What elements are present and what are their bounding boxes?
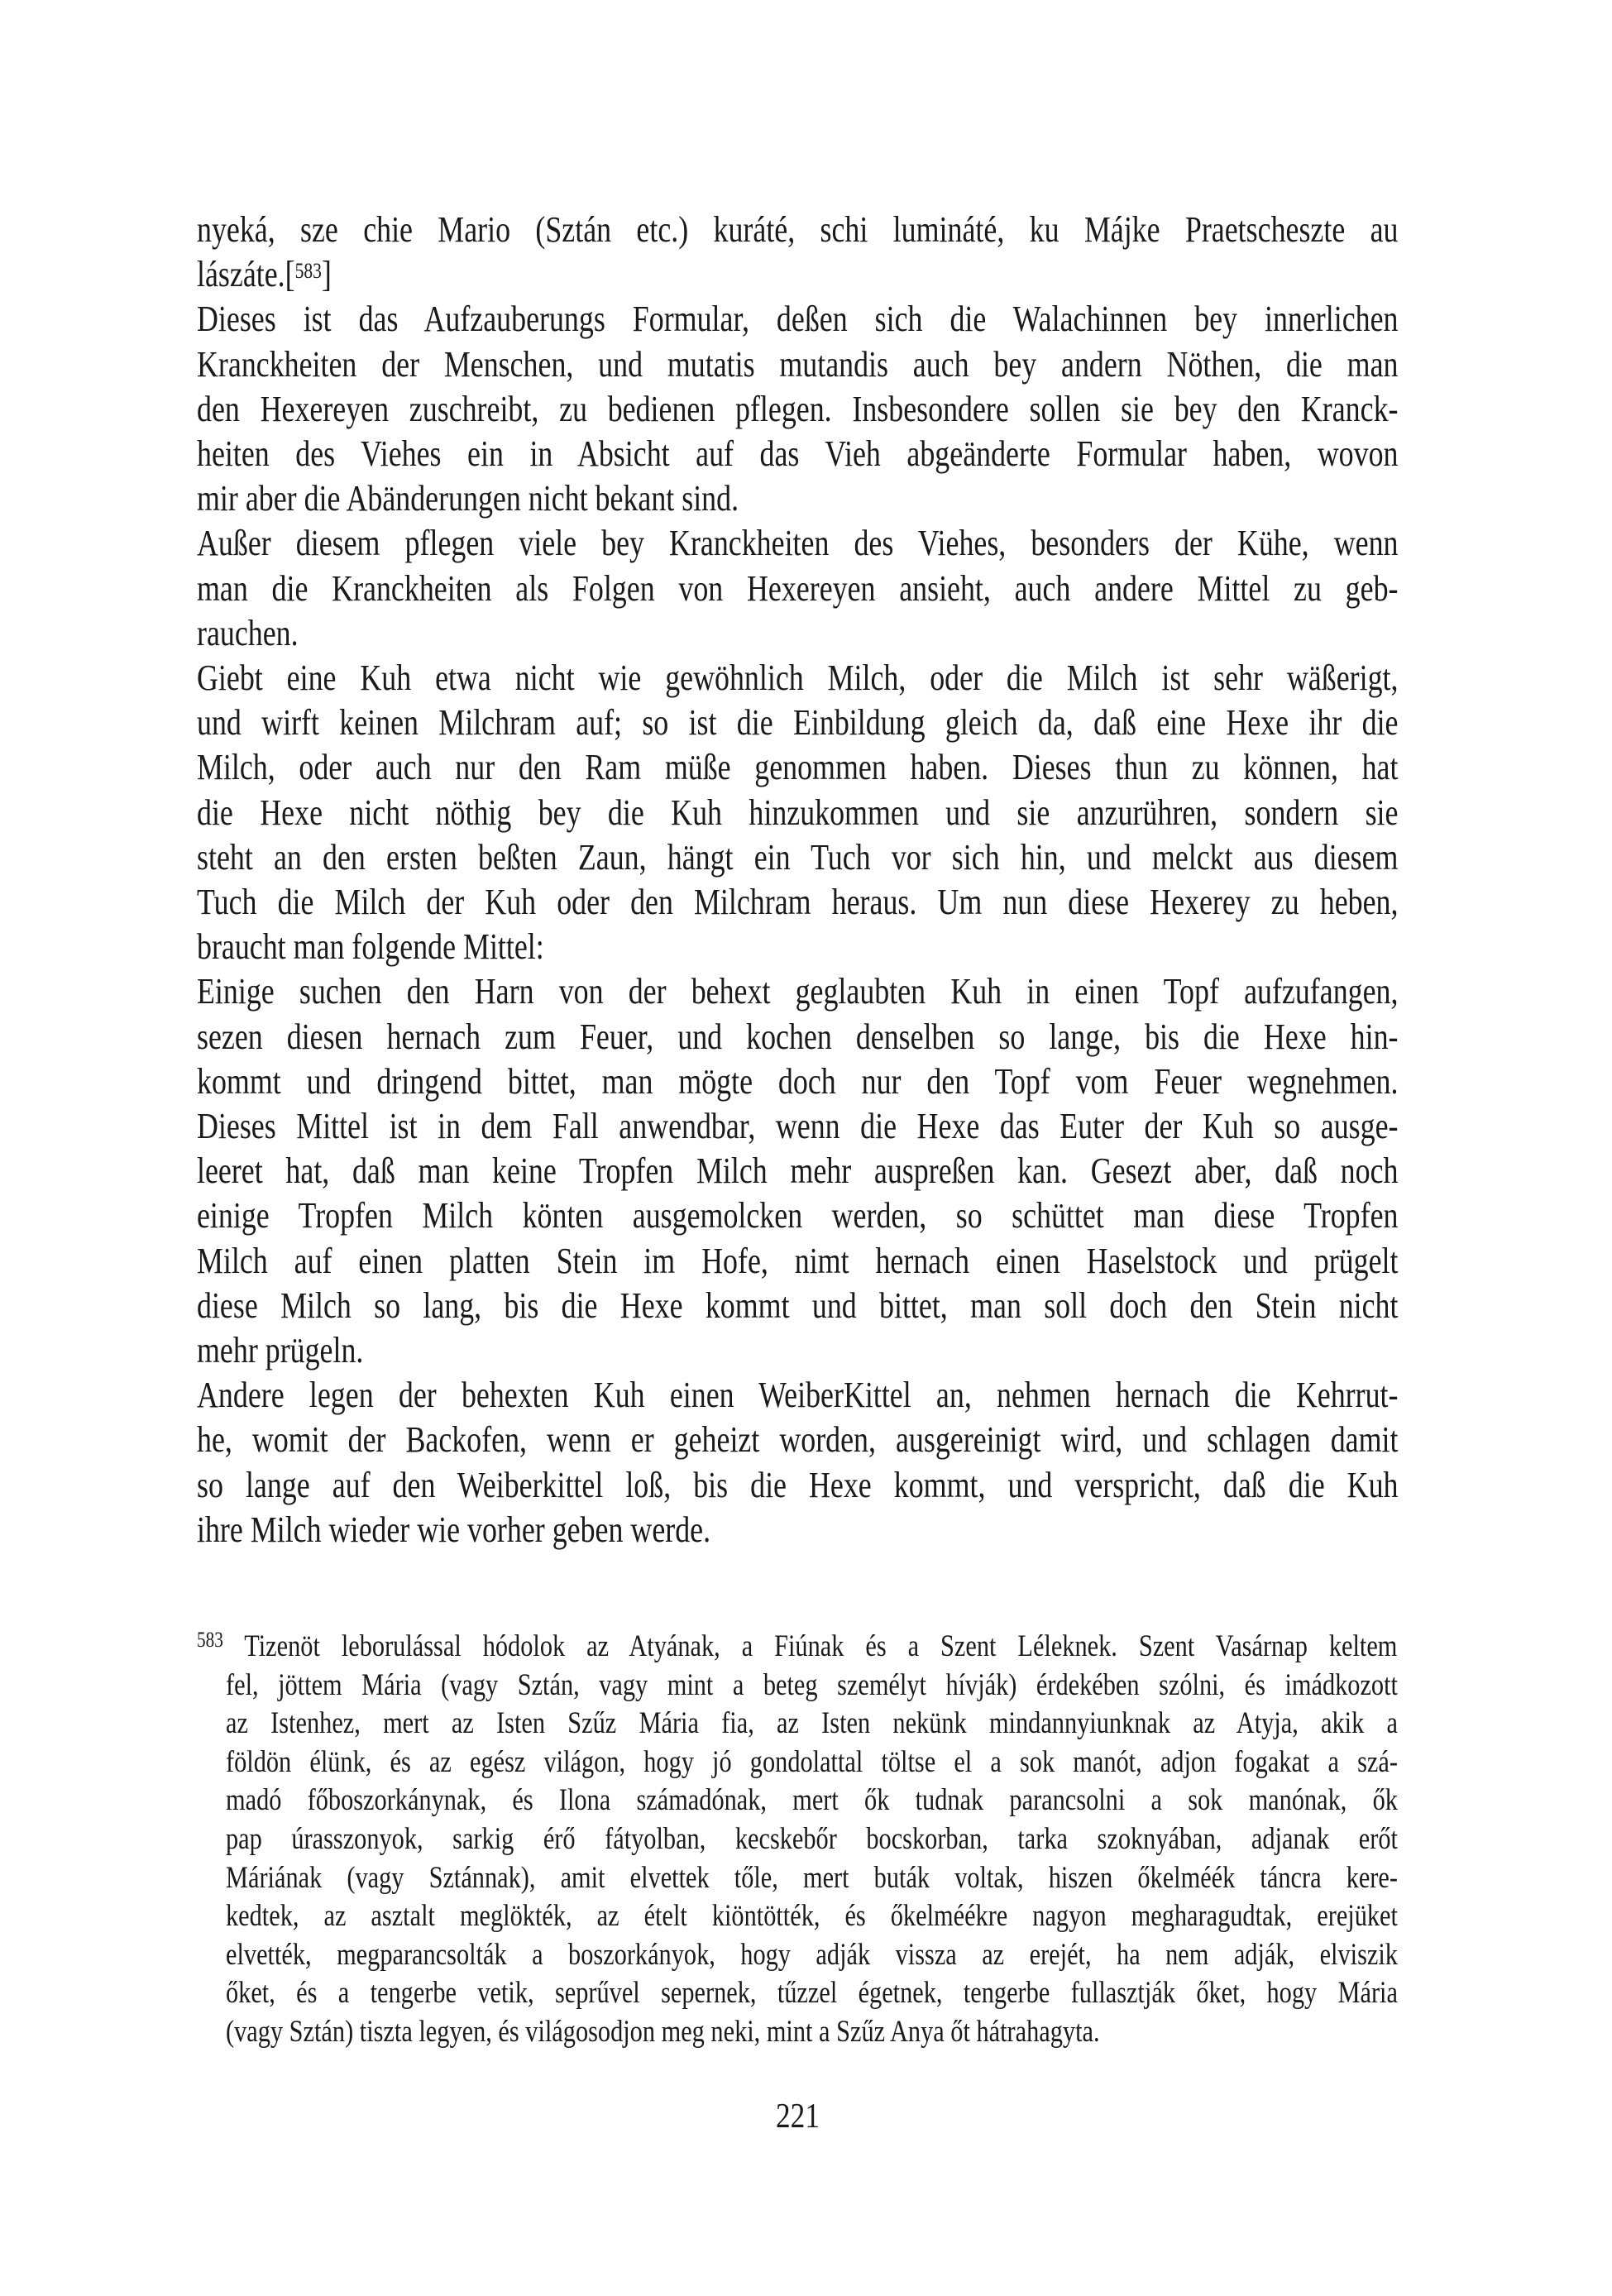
text-line: braucht man folgende Mittel: — [197, 926, 544, 968]
text-line: man die Kranckheiten als Folgen von Hexereyen ansieht, auch andere Mittel zu geb- — [197, 567, 1399, 609]
text-line: Außer diesem pflegen viele bey Kranckheiten des Viehes, besonders der Kühe, wenn — [197, 523, 1399, 564]
text-line: kommt und dringend bittet, man mögte doch nur den Topf vom Feuer wegnehmen. — [197, 1060, 1399, 1102]
paragraph — [197, 208, 1398, 297]
paragraph — [197, 297, 1398, 521]
paragraph — [197, 1373, 1398, 1552]
footnote-line: az Istenhez, mert az Isten Szűz Mária fia, az Isten nekünk mindannyiunknak az Atyja, akik a — [226, 1706, 1398, 1741]
footnote-line: kedtek, az asztalt meglökték, az ételt kiöntötték, és őkelméékre nagyon megharagudtak, erejüket — [226, 1899, 1398, 1934]
footnote-line: madó főboszorkánynak, és Ilona számadónak, mert ők tudnak parancsolni a sok manónak, ők — [226, 1783, 1398, 1818]
footnote-line: fel, jöttem Mária (vagy Sztán, vagy mint a beteg személyt hívják) érdekében szólni, és imádkozott — [226, 1667, 1398, 1702]
page-number-value: 221 — [775, 2097, 820, 2136]
text-line: mir aber die Abänderungen nicht bekant sind. — [197, 478, 739, 519]
text-line: so lange auf den Weiberkittel loß, bis die Hexe kommt, und verspricht, daß die Kuh — [197, 1464, 1399, 1505]
text-line: heiten des Viehes ein in Absicht auf das Vieh abgeänderte Formular haben, wovon — [197, 433, 1399, 475]
footnote-line: Máriának (vagy Sztánnak), amit elvettek tőle, mert buták voltak, hiszen őkelméék táncra kere- — [226, 1860, 1398, 1895]
paragraph — [197, 521, 1398, 656]
footnote-line: őket, és a tengerbe vetik, seprűvel sepernek, tűzzel égetnek, tengerbe fullasztják őket, hogy Mária — [226, 1976, 1398, 2011]
text-line: leeret hat, daß man keine Tropfen Milch mehr auspreßen kan. Gesezt aber, daß noch — [197, 1150, 1399, 1192]
text-line: Einige suchen den Harn von der behext geglaubten Kuh in einen Topf aufzufangen, — [197, 971, 1399, 1012]
text-line: mehr prügeln. — [197, 1330, 364, 1371]
text-line: Kranckheiten der Menschen, und mutatis mutandis auch bey andern Nöthen, die man — [197, 343, 1399, 385]
text-line: Milch, oder auch nur den Ram müße genommen haben. Dieses thun zu können, hat — [197, 747, 1399, 788]
text-line: diese Milch so lang, bis die Hexe kommt und bittet, man soll doch den Stein nicht — [197, 1284, 1399, 1326]
paragraph — [197, 969, 1398, 1373]
text-line: einige Tropfen Milch könten ausgemolcken werden, so schüttet man diese Tropfen — [197, 1195, 1399, 1236]
footnote-line: elvették, megparancsolták a boszorkányok, hogy adják vissza az erejét, ha nem adják, elviszik — [226, 1937, 1398, 1972]
footnote-marker-583[interactable]: 583 — [197, 1628, 223, 1653]
main-text-block — [197, 208, 1398, 1552]
text-line: und wirft keinen Milchram auf; so ist die Einbildung gleich da, daß eine Hexe ihr die — [197, 702, 1399, 744]
footnote-line: földön élünk, és az egész világon, hogy jó gondolattal töltse el a sok manót, adjon fogakat a szá- — [226, 1744, 1398, 1779]
footnote-line: (vagy Sztán) tiszta legyen, és világosodjon meg neki, mint a Szűz Anya őt hátrahagyta. — [226, 2014, 1100, 2049]
text-line — [197, 252, 1398, 297]
footnote-ref-583[interactable]: 583 — [294, 258, 322, 284]
text-line: die Hexe nicht nöthig bey die Kuh hinzukommen und sie anzurühren, sondern sie — [197, 792, 1399, 833]
text-fragment: lászáte.[ — [197, 254, 295, 295]
text-line: Giebt eine Kuh etwa nicht wie gewöhnlich Milch, oder die Milch ist sehr wäßerigt, — [197, 658, 1399, 699]
text-line: rauchen. — [197, 612, 299, 653]
footnote-block — [197, 1628, 1398, 2052]
text-line: Dieses ist das Aufzauberungs Formular, deßen sich die Walachinnen bey innerlichen — [197, 299, 1399, 340]
text-line: he, womit der Backofen, wenn er geheizt worden, ausgereinigt wird, und schlagen damit — [197, 1419, 1399, 1461]
text-line: Andere legen der behexten Kuh einen WeiberKittel an, nehmen hernach die Kehrrut- — [197, 1375, 1399, 1416]
text-line: steht an den ersten beßten Zaun, hängt ein Tuch vor sich hin, und melckt aus diesem — [197, 836, 1399, 878]
text-line: Milch auf einen platten Stein im Hofe, nimt hernach einen Haselstock und prügelt — [197, 1240, 1399, 1281]
text-line: Tuch die Milch der Kuh oder den Milchram heraus. Um nun diese Hexerey zu heben, — [197, 882, 1399, 923]
footnote-line: pap úrasszonyok, sarkig érő fátyolban, kecskebőr bocskorban, tarka szoknyában, adjanak erőt — [226, 1821, 1398, 1856]
text-line: Dieses Mittel ist in dem Fall anwendbar, wenn die Hexe das Euter der Kuh so ausge- — [197, 1106, 1399, 1147]
footnote-line — [197, 1628, 1397, 1667]
text-line: ihre Milch wieder wie vorher geben werde. — [197, 1509, 711, 1550]
page-number — [197, 2097, 1398, 2136]
text-fragment: Tizenöt leborulással hódolok az Atyának, a Fiúnak és a Szent Léleknek. Szent Vasárnap keltem — [244, 1629, 1398, 1663]
text-line: nyeká, sze chie Mario (Sztán etc.) kuráté, schi lumináté, ku Májke Praetscheszte au — [197, 209, 1399, 250]
text-line: den Hexereyen zuschreibt, zu bedienen pflegen. Insbesondere sollen sie bey den Kranck- — [197, 388, 1399, 429]
text-line: sezen diesen hernach zum Feuer, und kochen denselben so lange, bis die Hexe hin- — [197, 1016, 1399, 1057]
text-fragment: ] — [321, 254, 332, 295]
paragraph — [197, 656, 1398, 969]
